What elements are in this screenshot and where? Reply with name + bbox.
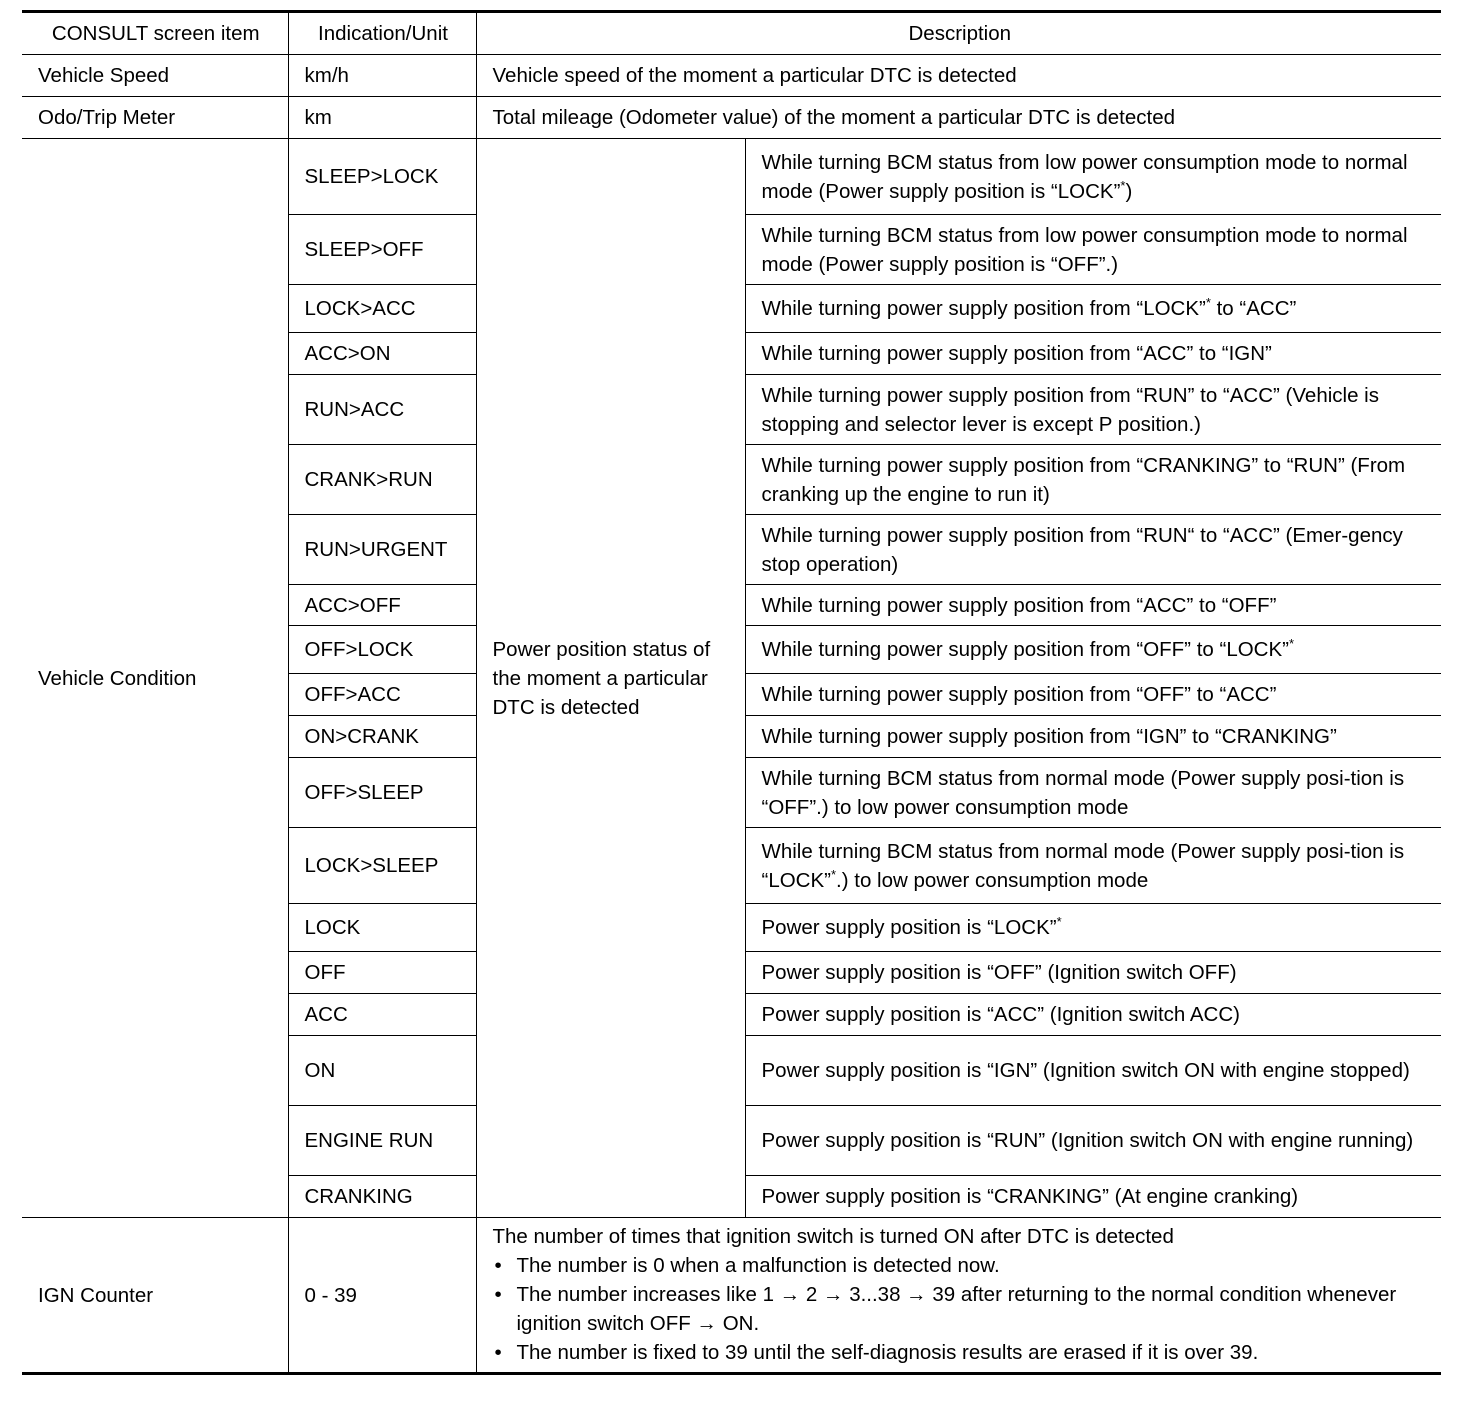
unit-cell: ON xyxy=(288,1036,476,1106)
item-cell: IGN Counter xyxy=(22,1218,288,1374)
unit-cell: CRANK>RUN xyxy=(288,445,476,515)
unit-cell: RUN>ACC xyxy=(288,375,476,445)
table-row-odo-trip-meter xyxy=(22,97,1441,139)
unit-cell: km/h xyxy=(288,55,476,97)
asterisk-note: * xyxy=(1056,914,1062,930)
description-cell: Power supply position is “CRANKING” (At engine cranking) xyxy=(745,1176,1441,1218)
list-item: • The number is 0 when a malfunction is detected now. xyxy=(493,1251,1428,1280)
asterisk-note: * xyxy=(1205,295,1211,311)
description-cell: While turning BCM status from normal mode (Power supply posi-tion is “LOCK”*.) to low power consumption mode xyxy=(745,828,1441,904)
unit-cell: km xyxy=(288,97,476,139)
description-cell xyxy=(476,1218,1441,1374)
header-row xyxy=(22,12,1441,55)
ign-description-list xyxy=(493,1251,1428,1367)
consult-data-table xyxy=(22,10,1441,1375)
table-row-sleep-lock xyxy=(22,139,1441,215)
item-cell-vehicle-condition: Vehicle Condition xyxy=(22,139,288,1218)
table-row-vehicle-speed xyxy=(22,55,1441,97)
group-description-cell: Power position status of the moment a particular DTC is detected xyxy=(476,139,745,1218)
unit-cell: ENGINE RUN xyxy=(288,1106,476,1176)
unit-cell: ON>CRANK xyxy=(288,716,476,758)
unit-cell: SLEEP>OFF xyxy=(288,215,476,285)
unit-cell: ACC>OFF xyxy=(288,585,476,626)
asterisk-note: * xyxy=(1288,636,1295,652)
unit-cell: SLEEP>LOCK xyxy=(288,139,476,215)
description-cell: Power supply position is “LOCK”* xyxy=(745,904,1441,952)
header-description: Description xyxy=(476,12,1441,55)
unit-cell: ACC>ON xyxy=(288,333,476,375)
description-cell: While turning power supply position from “OFF” to “ACC” xyxy=(745,674,1441,716)
header-item: CONSULT screen item xyxy=(22,12,288,55)
list-item: • The number is fixed to 39 until the self-diagnosis results are erased if it is over 39. xyxy=(493,1338,1428,1367)
asterisk-note: * xyxy=(1120,177,1126,193)
description-cell: While turning power supply position from “ACC” to “OFF” xyxy=(745,585,1441,626)
description-cell: Total mileage (Odometer value) of the moment a particular DTC is detected xyxy=(476,97,1441,139)
description-cell: Power supply position is “OFF” (Ignition switch OFF) xyxy=(745,952,1441,994)
item-cell: Odo/Trip Meter xyxy=(22,97,288,139)
description-cell: Power supply position is “ACC” (Ignition switch ACC) xyxy=(745,994,1441,1036)
description-cell: Vehicle speed of the moment a particular DTC is detected xyxy=(476,55,1441,97)
description-cell: While turning power supply position from “RUN“ to “ACC” (Emer-gency stop operation) xyxy=(745,515,1441,585)
ign-description-intro: The number of times that ignition switch is turned ON after DTC is detected xyxy=(492,1224,1174,1248)
asterisk-note: * xyxy=(830,866,837,882)
unit-cell: OFF xyxy=(288,952,476,994)
header-unit: Indication/Unit xyxy=(288,12,476,55)
description-cell: While turning power supply position from “IGN” to “CRANKING” xyxy=(745,716,1441,758)
unit-cell: 0 - 39 xyxy=(288,1218,476,1374)
unit-cell: OFF>ACC xyxy=(288,674,476,716)
unit-cell: LOCK xyxy=(288,904,476,952)
item-cell: Vehicle Speed xyxy=(22,55,288,97)
unit-cell: LOCK>SLEEP xyxy=(288,828,476,904)
unit-cell: CRANKING xyxy=(288,1176,476,1218)
unit-cell: OFF>LOCK xyxy=(288,626,476,674)
description-cell: While turning power supply position from “ACC” to “IGN” xyxy=(745,333,1441,375)
unit-cell: OFF>SLEEP xyxy=(288,758,476,828)
description-cell: While turning BCM status from low power consumption mode to normal mode (Power supply position is “OFF”.) xyxy=(745,215,1441,285)
description-cell: While turning BCM status from normal mode (Power supply posi-tion is “OFF”.) to low power consumption mode xyxy=(745,758,1441,828)
description-cell: While turning power supply position from “LOCK”* to “ACC” xyxy=(745,285,1441,333)
description-cell: While turning power supply position from “CRANKING” to “RUN” (From cranking up the engine to run it) xyxy=(745,445,1441,515)
description-cell: While turning BCM status from low power consumption mode to normal mode (Power supply position is “LOCK”*) xyxy=(745,139,1441,215)
unit-cell: LOCK>ACC xyxy=(288,285,476,333)
unit-cell: RUN>URGENT xyxy=(288,515,476,585)
description-cell: Power supply position is “RUN” (Ignition switch ON with engine running) xyxy=(745,1106,1441,1176)
unit-cell: ACC xyxy=(288,994,476,1036)
list-item: • The number increases like 1 → 2 → 3...38 → 39 after returning to the normal condition whenever ignition switch OFF → ON. xyxy=(493,1280,1428,1338)
table-row-ign-counter xyxy=(22,1218,1441,1374)
description-cell: Power supply position is “IGN” (Ignition switch ON with engine stopped) xyxy=(745,1036,1441,1106)
description-cell: While turning power supply position from “OFF” to “LOCK”* xyxy=(745,626,1441,674)
description-cell: While turning power supply position from “RUN” to “ACC” (Vehicle is stopping and selector lever is except P position.) xyxy=(745,375,1441,445)
